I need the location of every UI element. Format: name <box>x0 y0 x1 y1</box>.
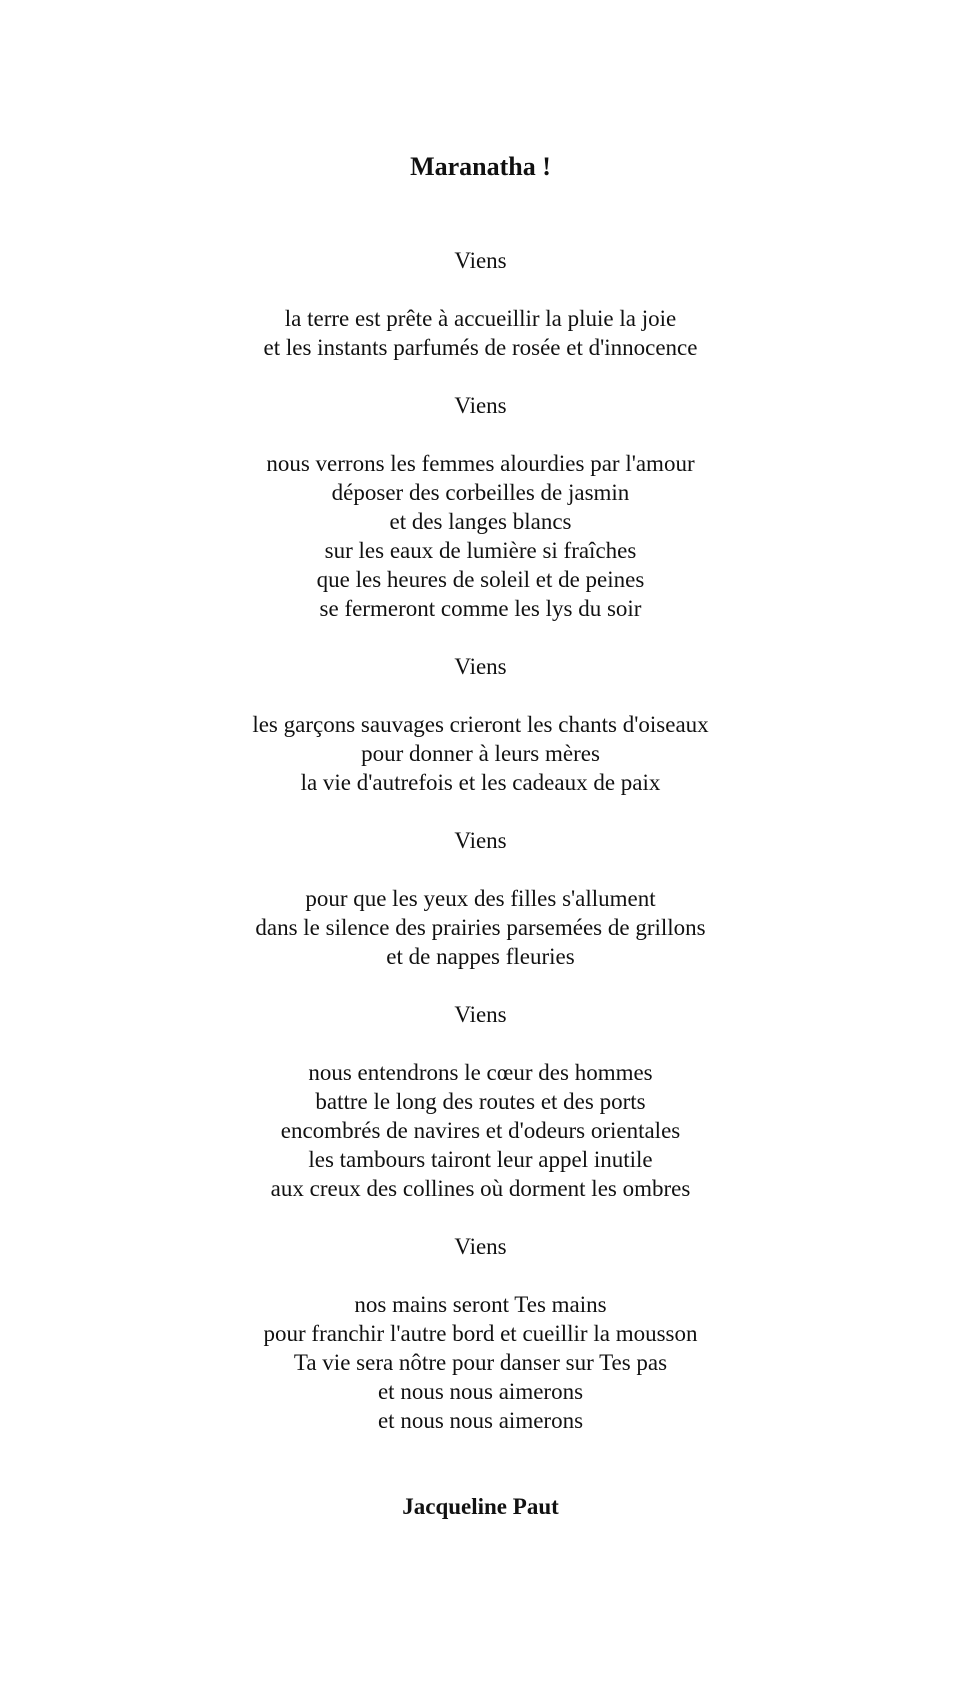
refrain-viens: Viens <box>454 828 507 853</box>
poem-line: et de nappes fleuries <box>386 944 575 969</box>
poem-line: et nous nous aimerons <box>377 1408 584 1433</box>
poem-line: nous verrons les femmes alourdies par l'amour <box>266 451 695 476</box>
poem-author: Jacqueline Paut <box>402 1494 559 1519</box>
poem-line: la vie d'autrefois et les cadeaux de paix <box>300 770 661 795</box>
poem-line: pour que les yeux des filles s'allument <box>305 886 656 911</box>
stanza <box>0 1290 961 1435</box>
poem-line: les garçons sauvages crieront les chants d'oiseaux <box>252 712 709 737</box>
poem-line: que les heures de soleil et de peines <box>316 567 645 592</box>
poem-line: et les instants parfumés de rosée et d'innocence <box>263 335 698 360</box>
poem-line: se fermeront comme les lys du soir <box>319 596 642 621</box>
poem-line: la terre est prête à accueillir la pluie la joie <box>284 306 677 331</box>
poem-line: et nous nous aimerons <box>377 1379 584 1404</box>
stanza <box>0 304 961 362</box>
refrain-viens: Viens <box>454 654 507 679</box>
poem-title: Maranatha ! <box>410 152 551 181</box>
poem-line: les tambours tairont leur appel inutile <box>308 1147 653 1172</box>
poem-line: encombrés de navires et d'odeurs orientales <box>280 1118 681 1143</box>
refrain-viens: Viens <box>454 248 507 273</box>
refrain-viens: Viens <box>454 1002 507 1027</box>
poem-line: pour franchir l'autre bord et cueillir la mousson <box>263 1321 698 1346</box>
stanza <box>0 884 961 971</box>
poem-line: battre le long des routes et des ports <box>315 1089 646 1114</box>
refrain-viens: Viens <box>454 393 507 418</box>
poem-line: déposer des corbeilles de jasmin <box>331 480 630 505</box>
poem-line: aux creux des collines où dorment les ombres <box>270 1176 691 1201</box>
poem-line: sur les eaux de lumière si fraîches <box>324 538 637 563</box>
stanza <box>0 449 961 623</box>
poem-body <box>0 246 961 1464</box>
poem-line: et des langes blancs <box>389 509 572 534</box>
refrain-viens: Viens <box>454 1234 507 1259</box>
stanza <box>0 710 961 797</box>
poem-line: nous entendrons le cœur des hommes <box>308 1060 653 1085</box>
poem-line: Ta vie sera nôtre pour danser sur Tes pas <box>293 1350 668 1375</box>
poem-line: dans le silence des prairies parsemées de grillons <box>255 915 706 940</box>
poem-line: pour donner à leurs mères <box>361 741 600 766</box>
stanza <box>0 1058 961 1203</box>
poem-line: nos mains seront Tes mains <box>354 1292 607 1317</box>
